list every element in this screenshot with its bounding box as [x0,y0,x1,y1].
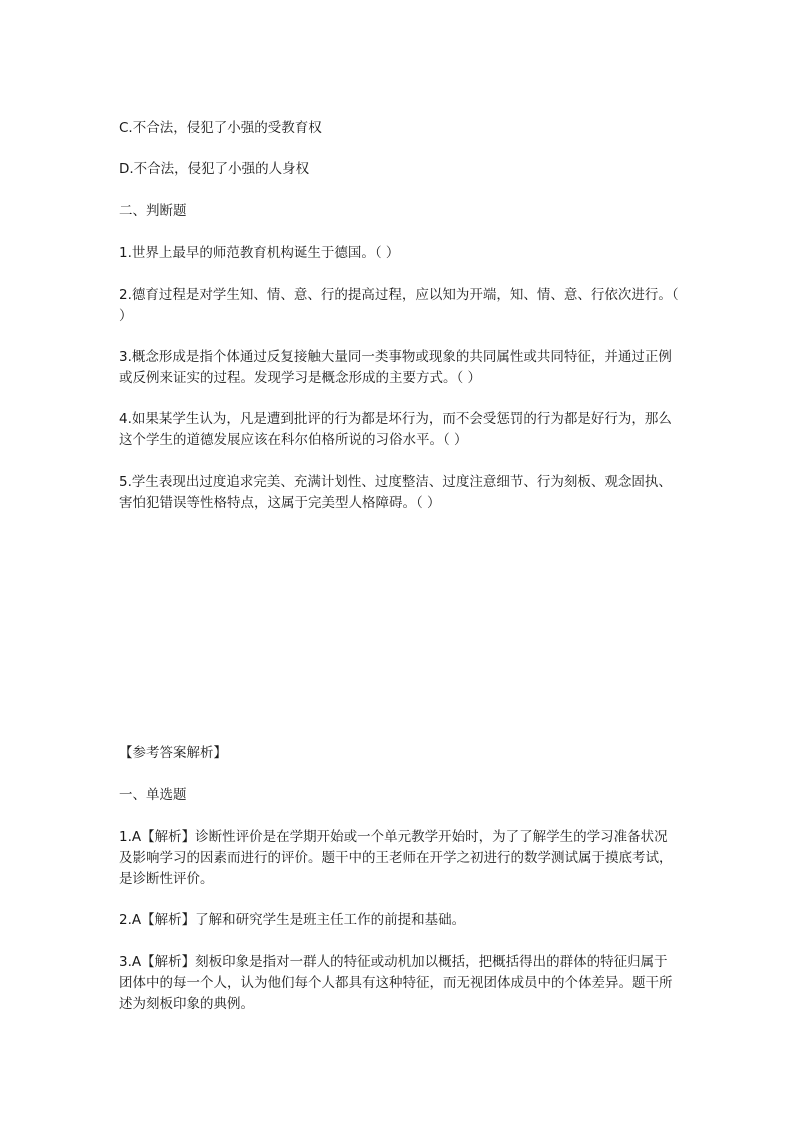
question-2: 2.德育过程是对学生知、情、意、行的提高过程，应以知为开端，知、情、意、行依次进行。（ ） [119,287,679,324]
answer-1: 1.A【解析】诊断性评价是在学期开始或一个单元教学开始时，为了了解学生的学习准备状况及影响学习的因素而进行的评价。题干中的王老师在开学之初进行的数学测试属于摸底考试，是诊断性评价。 [119,829,673,887]
section-heading-true-false: 二、判断题 [119,203,187,219]
answer-3: 3.A【解析】刻板印象是指对一群人的特征或动机加以概括，把概括得出的群体的特征归属于团体中的每一个人，认为他们每个人都具有这种特征，而无视团体成员中的个体差异。题干所述为刻板印象的典例。 [119,954,673,1012]
answer-section-heading: 一、单选题 [119,787,187,803]
question-5: 5.学生表现出过度追求完美、充满计划性、过度整洁、过度注意细节、行为刻板、观念固执、害怕犯错误等性格特点，这属于完美型人格障碍。（ ） [119,474,672,511]
answer-2: 2.A【解析】了解和研究学生是班主任工作的前提和基础。 [119,912,466,928]
question-1: 1.世界上最早的师范教育机构诞生于德国。（ ） [119,245,400,261]
answer-key-title: 【参考答案解析】 [119,745,227,761]
question-4: 4.如果某学生认为，凡是遭到批评的行为都是坏行为，而不会受惩罚的行为都是好行为，那么这个学生的道德发展应该在科尔伯格所说的习俗水平。（ ） [119,411,672,448]
option-c: C.不合法，侵犯了小强的受教育权 [119,120,322,136]
option-d: D.不合法，侵犯了小强的人身权 [119,161,310,177]
question-3: 3.概念形成是指个体通过反复接触大量同一类事物或现象的共同属性或共同特征，并通过正例或反例来证实的过程。发现学习是概念形成的主要方式。（ ） [119,349,672,386]
